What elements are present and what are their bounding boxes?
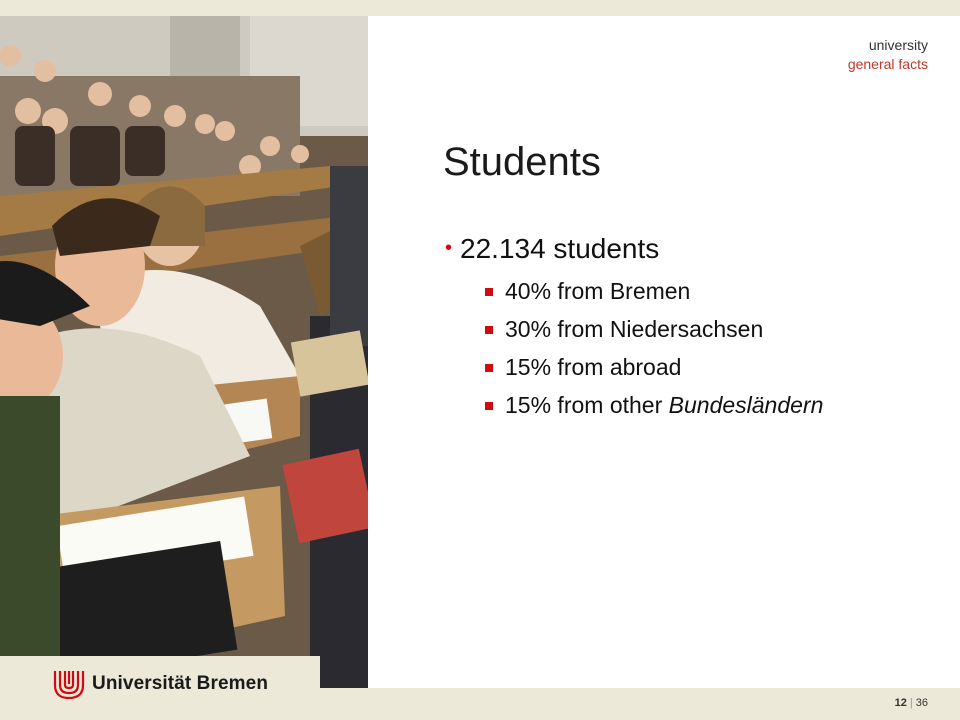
sub-bullet-text-plain: 15% from other [505,392,669,418]
page-current: 12 [894,697,907,709]
slide-title: Students [443,140,601,184]
page-total: 36 [915,697,928,709]
sub-bullet-text: 40% from Bremen [505,278,691,304]
sub-bullet-text: 15% from abroad [505,354,682,380]
header-section-label: university [868,37,928,53]
university-name: Universität Bremen [92,673,269,694]
square-bullet-icon [485,402,493,410]
page-separator: | [909,697,913,709]
sub-bullet [485,354,681,381]
sub-bullet [485,278,690,305]
header-subsection-label: general facts [847,56,928,72]
sub-bullet-text: 30% from Niedersachsen [505,316,764,342]
round-bullet-icon: • [445,237,453,259]
square-bullet-icon [485,288,493,296]
sub-bullet-text-italic: Bundesländern [668,392,824,418]
main-bullet [445,233,659,265]
page-number [895,697,928,709]
main-bullet-text: 22.134 students [460,233,660,264]
sub-bullet [485,392,823,419]
sub-bullet [485,316,763,343]
lecture-hall-photo [0,16,368,688]
square-bullet-icon [485,364,493,372]
square-bullet-icon [485,326,493,334]
university-logo-icon [52,667,86,701]
